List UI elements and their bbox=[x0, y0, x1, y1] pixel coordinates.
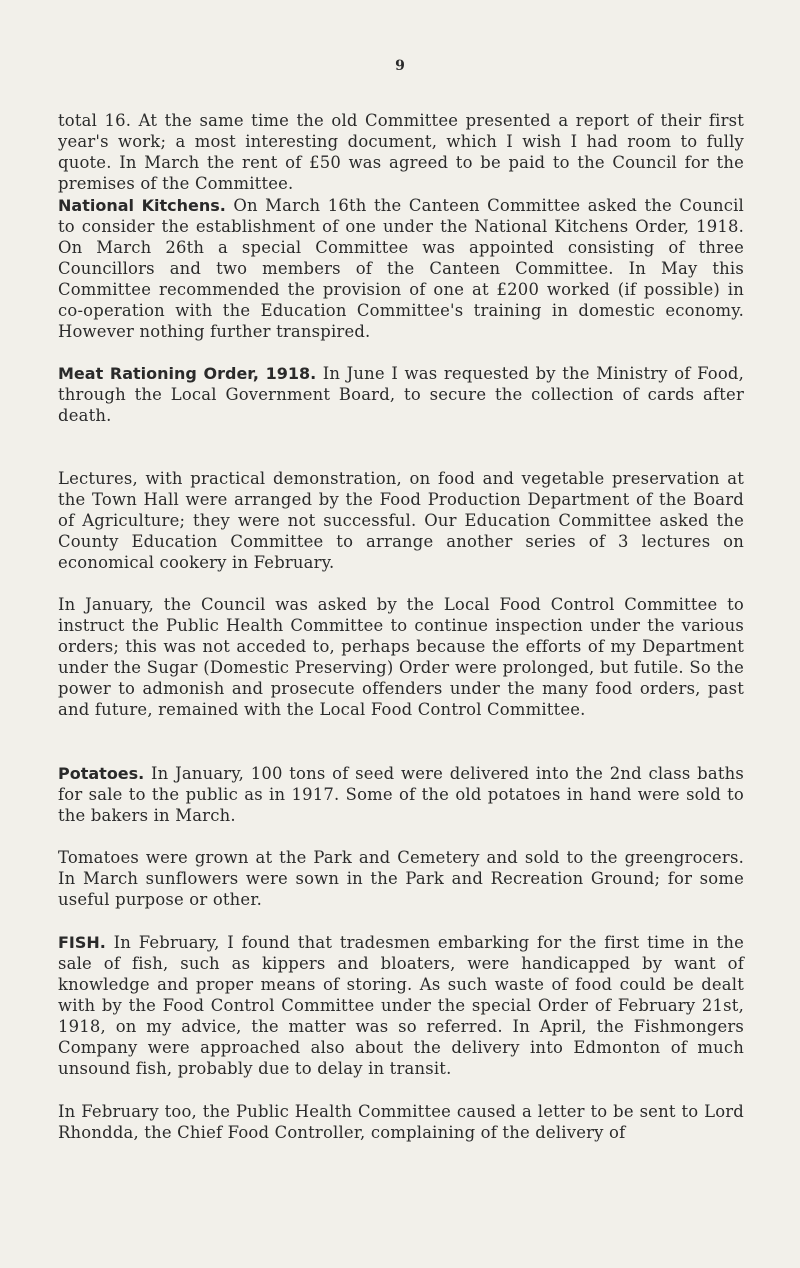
paragraph-text: In February, I found that tradesmen embarking for the first time in the sale of fish, such as kippers and bloaters, were handicapped by want of knowledge and proper means of storing. As such waste of food could be dealt with by the Food Control Committee under the special Order of February 21st, 1918, on my advice, the matter was so referred. In April, the Fishmongers Company were approached also about the delivery into Edmonton of much unsound fish, probably due to delay in transit. bbox=[58, 933, 744, 1078]
paragraph-meat-rationing bbox=[58, 363, 744, 426]
paragraph-text: In June I was requested by the Ministry of Food, through the Local Government Board, to secure the collection of cards after death. bbox=[58, 364, 744, 425]
paragraph-food-control bbox=[58, 594, 744, 720]
paragraph-text: In January, the Council was asked by the Local Food Control Committee to instruct the Public Health Committee to continue inspection under the various orders; this was not acceded to, perhaps because the efforts of my Department under the Sugar (Domestic Preserving) Order were prolonged, but futile. So the power to admonish and prosecute offenders under the many food orders, past and future, remained with the Local Food Control Committee. bbox=[58, 595, 744, 719]
section-heading: Meat Rationing Order, 1918. bbox=[58, 364, 317, 383]
paragraph-lord-rhondda bbox=[58, 1101, 744, 1143]
paragraph-lectures bbox=[58, 468, 744, 573]
paragraph-tomatoes bbox=[58, 847, 744, 910]
paragraph-national-kitchens bbox=[58, 195, 744, 342]
paragraph-fish bbox=[58, 932, 744, 1079]
paragraph-intro bbox=[58, 110, 744, 194]
paragraph-text: total 16. At the same time the old Committee presented a report of their first year's work; a most interesting document, which I wish I had room to fully quote. In March the rent of £50 was agreed to be paid to the Council for the premises of the Committee. bbox=[58, 111, 744, 193]
paragraph-text: On March 16th the Canteen Committee asked the Council to consider the establishment of one under the National Kitchens Order, 1918. On March 26th a special Committee was appointed consisting of three Councillors and two members of the Canteen Committee. In May this Committee recommended the provision of one at £200 worked (if possible) in co-operation with the Education Committee's training in domestic economy. However nothing further transpired. bbox=[58, 196, 744, 341]
paragraph-text: Tomatoes were grown at the Park and Cemetery and sold to the greengrocers. In March sunflowers were sown in the Park and Recreation Ground; for some useful purpose or other. bbox=[58, 848, 744, 909]
section-heading: National Kitchens. bbox=[58, 196, 226, 215]
paragraph-text: In February too, the Public Health Committee caused a letter to be sent to Lord Rhondda, the Chief Food Controller, complaining of the delivery of bbox=[58, 1102, 744, 1142]
paragraph-text: Lectures, with practical demonstration, on food and vegetable preservation at the Town Hall were arranged by the Food Production Department of the Board of Agriculture; they were not successful. Our Education Committee asked the County Education Committee to arrange another series of 3 lectures on economical cookery in February. bbox=[58, 469, 744, 572]
paragraph-potatoes bbox=[58, 763, 744, 826]
page-number: 9 bbox=[395, 58, 405, 74]
section-heading: Potatoes. bbox=[58, 764, 145, 783]
paragraph-text: In January, 100 tons of seed were delivered into the 2nd class baths for sale to the public as in 1917. Some of the old potatoes in hand were sold to the bakers in March. bbox=[58, 764, 744, 825]
section-heading: FISH. bbox=[58, 933, 106, 952]
